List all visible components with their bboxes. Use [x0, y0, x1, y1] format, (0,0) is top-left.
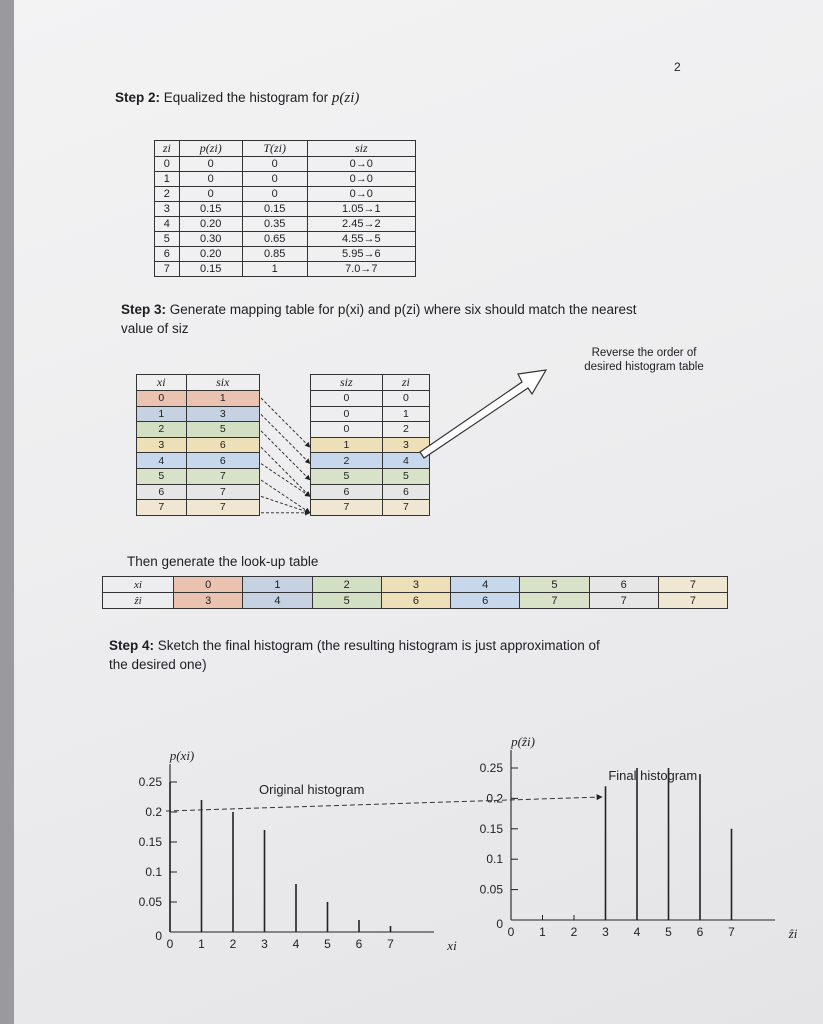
row-label: ẑi	[103, 593, 174, 609]
x-tick-label: 3	[261, 937, 268, 951]
step2-math: p(zi)	[331, 90, 360, 106]
lookup-cell: 2	[312, 577, 381, 593]
lookup-cell: 7	[520, 593, 589, 609]
note-line2: desired histogram table	[584, 361, 704, 373]
final-histogram	[480, 734, 798, 941]
table-cell: 1	[242, 262, 307, 277]
table-cell: 5	[186, 422, 259, 438]
table-cell: 7	[311, 500, 383, 516]
document-page	[14, 0, 823, 1024]
table-cell: 7	[186, 500, 259, 516]
x-tick-label: 6	[355, 937, 363, 951]
lookup-cell: 0	[174, 577, 243, 593]
table-cell: 3	[382, 437, 429, 453]
x-tick-label: 2	[229, 937, 237, 951]
table-cell: 0.65	[242, 232, 307, 247]
x-tick-label: 4	[633, 925, 641, 939]
mapping-arrow	[261, 431, 310, 480]
table-cell: 2.45→2	[307, 217, 415, 232]
x-tick-label: 3	[602, 925, 609, 939]
header-cell: siz	[311, 375, 383, 391]
table-cell: 0	[179, 157, 242, 172]
mapping-arrow	[261, 414, 310, 463]
x-axis-label: xi	[447, 938, 457, 953]
y-tick-label: 0.05	[479, 882, 503, 897]
table-cell: 0→0	[307, 172, 415, 187]
table-cell: 0.15	[242, 202, 307, 217]
table-cell: 0→0	[307, 157, 415, 172]
page-number: 2	[674, 60, 681, 74]
header-cell: T(zi)	[242, 141, 307, 157]
table-cell: 0.20	[179, 247, 242, 262]
reverse-order-arrow	[420, 370, 546, 458]
lookup-cell: 7	[658, 593, 727, 609]
mapping-arrows	[261, 398, 310, 513]
table-cell: 7.0→7	[307, 262, 415, 277]
lookup-cell: 5	[312, 593, 381, 609]
step3-line1: Generate mapping table for p(xi) and p(zi) where six should match the nearest	[169, 302, 637, 317]
lookup-cell: 3	[174, 593, 243, 609]
table-cell: 5	[137, 468, 187, 484]
table-cell: 1	[382, 406, 429, 422]
table-cell: 0	[382, 391, 429, 407]
x-tick-label: 2	[570, 925, 578, 939]
table-cell: 0→0	[307, 187, 415, 202]
step2-text: Equalized the histogram for	[163, 90, 329, 105]
table-cell: 6	[155, 247, 180, 262]
mapping-arrow	[261, 480, 310, 513]
table-cell: 3	[155, 202, 180, 217]
header-cell: siz	[307, 141, 415, 157]
y-axis-label: p(xi)	[169, 748, 195, 763]
y-tick-label: 0	[496, 917, 503, 931]
table-cell: 3	[186, 406, 259, 422]
lookup-cell: 4	[451, 577, 520, 593]
y-tick-label: 0.1	[486, 852, 503, 867]
y-tick-label: 0.15	[138, 835, 162, 849]
mapping-arrow	[261, 398, 310, 447]
table-cell: 0.15	[179, 202, 242, 217]
table-cell: 7	[137, 500, 187, 516]
lookup-cell: 1	[243, 577, 312, 593]
table-cell: 5	[382, 468, 429, 484]
step2-label: Step 2:	[115, 90, 161, 105]
table-cell: 1.05→1	[307, 202, 415, 217]
y-tick-label: 0.05	[138, 895, 162, 909]
x-tick-label: 7	[387, 937, 394, 951]
y-axis-label: p(ẑi)	[511, 734, 535, 749]
x-axis-label: ẑi	[788, 926, 798, 941]
lookup-cell: 7	[589, 593, 658, 609]
lookup-cell: 5	[520, 577, 589, 593]
y-tick-label: 0.1	[145, 865, 162, 879]
table-cell: 1	[155, 172, 180, 187]
table-cell: 2	[311, 453, 383, 469]
x-tick-label: 7	[728, 925, 735, 939]
lookup-cell: 6	[381, 593, 450, 609]
lookup-cell: 3	[381, 577, 450, 593]
table-cell: 6	[186, 453, 259, 469]
y-tick-label: 0.2	[145, 805, 162, 819]
table-cell: 0	[311, 422, 383, 438]
table-cell: 4.55→5	[307, 232, 415, 247]
y-tick-label: 0.2	[486, 791, 503, 806]
mapping-arrow	[261, 496, 310, 512]
table-cell: 2	[155, 187, 180, 202]
table-cell: 0.85	[242, 247, 307, 262]
lookup-cell: 4	[243, 593, 312, 609]
table-cell: 6	[382, 484, 429, 500]
y-tick-label: 0.25	[479, 761, 503, 775]
figures-layer	[14, 0, 823, 1024]
x-tick-label: 5	[324, 937, 331, 951]
table-cell: 0.35	[242, 217, 307, 232]
chart-title: Original histogram	[259, 782, 365, 797]
step4-label: Step 4:	[109, 638, 155, 653]
y-tick-label: 0.15	[479, 821, 503, 836]
table-cell: 1	[311, 437, 383, 453]
table-cell: 3	[137, 437, 187, 453]
table-cell: 0	[242, 172, 307, 187]
step4-line2: the desired one)	[109, 657, 207, 672]
lookup-cell: 6	[451, 593, 520, 609]
table-cell: 7	[186, 468, 259, 484]
table-cell: 0.30	[179, 232, 242, 247]
table-cell: 4	[155, 217, 180, 232]
step3-label: Step 3:	[121, 302, 167, 317]
table-cell: 0	[155, 157, 180, 172]
table-cell: 0	[179, 187, 242, 202]
lookup-cell: 7	[658, 577, 727, 593]
step4-line1: Sketch the final histogram (the resulting histogram is just approximation of	[157, 638, 600, 653]
step3-line2: value of siz	[121, 321, 189, 336]
x-tick-label: 0	[507, 925, 515, 939]
table-cell: 0.20	[179, 217, 242, 232]
x-tick-label: 1	[539, 925, 546, 939]
table-cell: 5	[311, 468, 383, 484]
original-histogram	[139, 748, 457, 953]
table-cell: 0	[242, 157, 307, 172]
table-cell: 0	[179, 172, 242, 187]
y-tick-label: 0.25	[138, 775, 162, 789]
table-cell: 0	[137, 391, 187, 407]
table-cell: 0	[242, 187, 307, 202]
header-cell: zi	[382, 375, 429, 391]
table-cell: 7	[382, 500, 429, 516]
header-cell: zi	[155, 141, 180, 157]
table-cell: 0.15	[179, 262, 242, 277]
x-tick-label: 6	[696, 925, 704, 939]
x-tick-label: 5	[665, 925, 672, 939]
chart-title: Final histogram	[608, 768, 698, 783]
table-cell: 5	[155, 232, 180, 247]
lookup-cell: 6	[589, 577, 658, 593]
table-cell: 7	[186, 484, 259, 500]
table-cell: 6	[186, 437, 259, 453]
y-tick-label: 0	[155, 929, 162, 943]
table-cell: 4	[137, 453, 187, 469]
note-line1: Reverse the order of	[591, 347, 697, 359]
table-cell: 4	[382, 453, 429, 469]
x-tick-label: 0	[166, 937, 174, 951]
header-cell: xi	[137, 375, 187, 391]
header-cell: six	[186, 375, 259, 391]
lookup-caption: Then generate the look-up table	[127, 554, 319, 569]
table-cell: 0	[311, 406, 383, 422]
x-tick-label: 1	[198, 937, 205, 951]
table-cell: 7	[155, 262, 180, 277]
table-cell: 0	[311, 391, 383, 407]
table-cell: 6	[137, 484, 187, 500]
row-label: xi	[103, 577, 174, 593]
reference-line-0.2	[166, 797, 602, 811]
table-cell: 1	[186, 391, 259, 407]
table-cell: 2	[382, 422, 429, 438]
mapping-arrow	[261, 464, 310, 497]
table-cell: 6	[311, 484, 383, 500]
x-tick-label: 4	[292, 937, 300, 951]
header-cell: p(zi)	[179, 141, 242, 157]
table-cell: 2	[137, 422, 187, 438]
mapping-arrow	[261, 447, 310, 496]
table-cell: 5.95→6	[307, 247, 415, 262]
table-cell: 1	[137, 406, 187, 422]
